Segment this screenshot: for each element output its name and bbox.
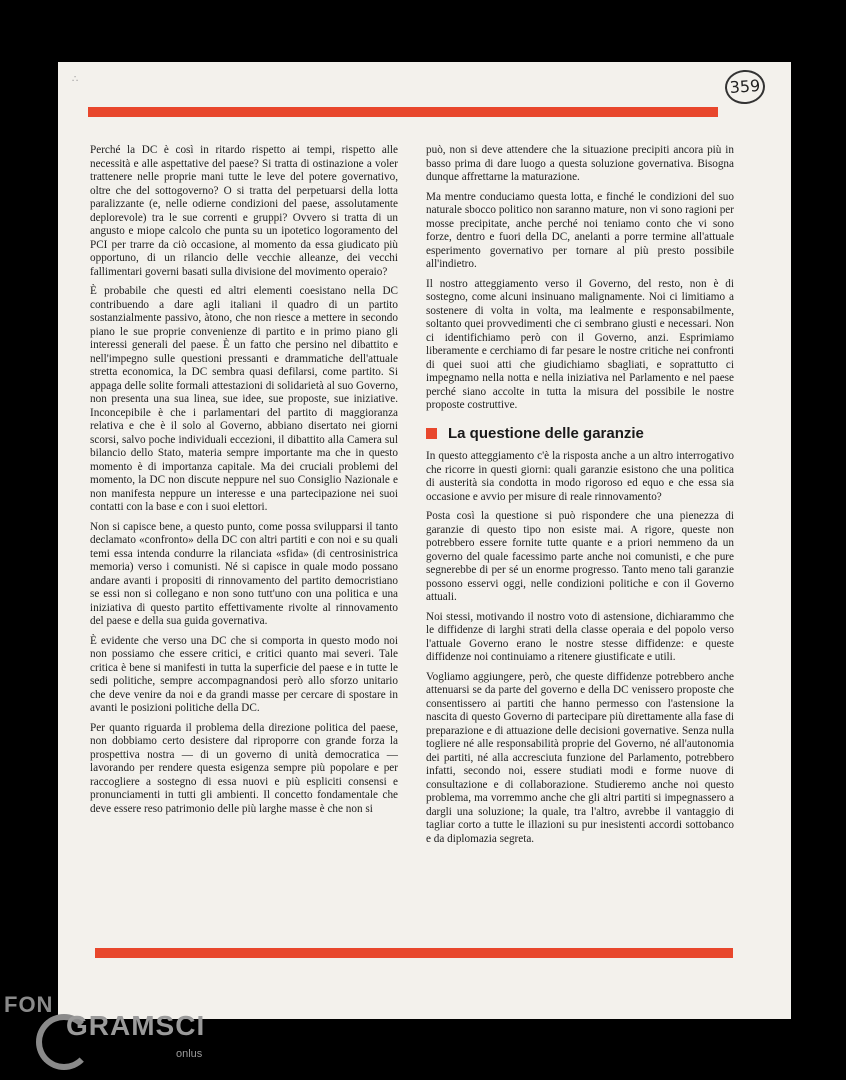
document-page bbox=[58, 62, 791, 1019]
gramsci-watermark-logo bbox=[0, 990, 240, 1080]
watermark-onlus: onlus bbox=[176, 1048, 203, 1060]
paragraph: Per quanto riguarda il problema della direzione politica del paese, non dobbiamo certo desistere dal riproporre con grande forza la prospettiva nostra — di un governo di unità democratica — lavorando per rendere questa esigenza sempre più popolare e per raccogliere a sostegno di essa nuovi e più espliciti consensi e pronunciamenti in tutti gli ambienti. Il concetto fondamentale che deve essere reso patrimonio delle più larghe masse è che non si bbox=[90, 721, 398, 815]
paragraph: Perché la DC è così in ritardo rispetto ai tempi, rispetto alle necessità e alle aspettative del paese? Si tratta di ostinazione a voler trattenere nelle proprie mani tutte le leve del potere governativo, oltre che del sottogoverno? O si tratta del perpetuarsi della lotta paralizzante (e, nelle odierne condizioni del paese, assolutamente deplorevole) tra le sue correnti e gruppi? Ovvero si tratta di un angusto e miope calcolo che punta su un ipotetico logoramento del PCI per trarre da ciò occasione, al momento da essa giudicato più opportuno, di un rilancio delle vecchie alleanze, dei vecchi fallimentari governi basati sulla divisione del movimento operaio? bbox=[90, 144, 398, 278]
paragraph: È probabile che questi ed altri elementi coesistano nella DC contribuendo a dare agli italiani il quadro di un partito sostanzialmente passivo, àtono, che non riesce a mettere in secondo piano le sue proprie convenienze di partito e in primo piano gli interessi generali del paese. È un fatto che persino nel dibattito e nell'impegno sulle questioni pressanti e drammatiche dell'attuale stretta economica, la DC sembra quasi defilarsi, come partito. Si appaga delle solite formali attestazioni di solidarietà al suo Governo, non presenta una sua linea, sue idee, sue proposte, sue iniziative. Inconcepibile è che i parlamentari del partito di maggioranza relativa e che è il solo al Governo, abbiano disertato nei giorni scorsi, salvo poche individuali eccezioni, il dibattito alla Camera sul bilancio dello Stato, materia sempre importante ma che in questo momento è di importanza capitale. Ma dei cruciali problemi del momento, la DC non discute neppure nel suo Consiglio Nazionale e non manifesta neppure un interesse e una partecipazione nei suoi contatti con la base e con i suoi elettori. bbox=[90, 285, 398, 513]
paragraph: Ma mentre conduciamo questa lotta, e finché le condizioni del suo naturale sbocco politico non saranno mature, non vi sono ragioni per mosse precipitate, anche perché noi teniamo conto che vi sono forze, dentro e fuori della DC, anelanti a porre termine all'attuale esperimento governativo per tornare al più presto possibile all'indietro. bbox=[426, 190, 734, 270]
paragraph: può, non si deve attendere che la situazione precipiti ancora più in basso prima di dare luogo a questa soluzione governativa. Bisogna dunque affrettarne la maturazione. bbox=[426, 144, 734, 183]
right-column bbox=[426, 144, 734, 852]
top-red-rule bbox=[88, 107, 718, 117]
paragraph: Il nostro atteggiamento verso il Governo, del resto, non è di sostegno, come alcuni insinuano malignamente. Noi ci limitiamo a sostenere di volta in volta, ma lealmente e responsabilmente, soltanto quei provvedimenti che ci sembrano giusti e necessari. Non ci identifichiamo però con il Governo, anzi. Esprimiamo liberamente e cerchiamo di far pesare le nostre critiche nei confronti di quei suoi atti che giudichiamo sbagliati, e soprattutto ci impegnamo nella notta e nella iniziativa nel Parlamento e nel paese perché siano accolte in tutta la misura del possibile le nostre proposte costruttive. bbox=[426, 277, 734, 411]
paragraph: Non si capisce bene, a questo punto, come possa svilupparsi il tanto declamato «confronto» della DC con altri partiti e con noi e su quali temi essa intenda condurre la rilanciata «sfida» (di centrosinistrica memoria) verso i comunisti. Né si capisce in quale modo possano andare avanti i propositi di rinnovamento del partito democristiano se essi non si collegano e non sono tutt'uno con una politica e una iniziativa di questo partito effettivamente rivolte al rinnovamento del paese e della sua guida governativa. bbox=[90, 520, 398, 627]
page-number-stamp: 359 bbox=[724, 69, 766, 106]
paragraph: Posta così la questione si può rispondere che una pienezza di garanzie di questo tipo non esiste mai. A rigore, queste non potrebbero essere fornite tutte quante e a priori nemmeno da un governo del quale facessimo parte anche noi comunisti, e che pure segnerebbe di per sé un enorme progresso. Tanto meno tali garanzie possono esservi oggi, nelle condizioni politiche e con il Governo attuali. bbox=[426, 510, 734, 603]
watermark-gramsci: GRAMSCI bbox=[66, 1010, 206, 1041]
paragraph: È evidente che verso una DC che si comporta in questo modo noi non possiamo che essere critici, e critici quanto mai severi. Tale critica è bene si manifesti in tutta la superficie del paese e in tutte le sedi politiche, sempre accompagnandosi però allo sforzo unitario che deve venire da noi e da grandi masse per cercare di spostare in avanti le posizioni politiche della DC. bbox=[90, 634, 398, 714]
corner-mark: ∴ bbox=[72, 74, 79, 85]
paragraph: In questo atteggiamento c'è la risposta anche a un altro interrogativo che ricorre in questi giorni: quali garanzie esistono che una politica di austerità sia condotta in modo rigoroso ed equo e che essa sia occasione e avvio per misure di reale rinnovamento? bbox=[426, 450, 734, 503]
section-heading bbox=[426, 424, 734, 442]
left-column bbox=[90, 144, 398, 822]
paragraph: Noi stessi, motivando il nostro voto di astensione, dichiarammo che le diffidenze di larghi strati della classe operaia e del popolo verso l'attuale Governo erano le nostre stesse diffidenze: e queste diffidenze noi continuiamo a ritenere giustificate e utili. bbox=[426, 610, 734, 663]
section-heading-text: La questione delle garanzie bbox=[448, 424, 644, 442]
red-square-bullet-icon bbox=[426, 428, 437, 439]
watermark-fon: FON bbox=[4, 992, 54, 1017]
paragraph: Vogliamo aggiungere, però, che queste diffidenze potrebbero anche attenuarsi se da parte del governo e della DC venissero proposte che consentissero ai partiti che hanno permesso con l'astensione la nascita di questo Governo di partecipare più direttamente alla fase di preparazione e di attuazione delle decisioni governative. Senza nulla togliere né alle responsabilità proprie del Governo, né all'autonomia dei partiti, né alla accresciuta funzione del Parlamento, potrebbero infatti, secondo noi, essere studiati modi e forme nuove di consultazione e di collaborazione. Studieremo anche noi questo problema, ma vorremmo anche che gli altri partiti si impegnassero a dargli una soluzione; la quale, tra l'altro, avrebbe il vantaggio di tagliar corto a tutte le illazioni su pur inesistenti accordi sottobanco e da diplomazia segreta. bbox=[426, 670, 734, 845]
bottom-red-rule bbox=[95, 948, 733, 958]
